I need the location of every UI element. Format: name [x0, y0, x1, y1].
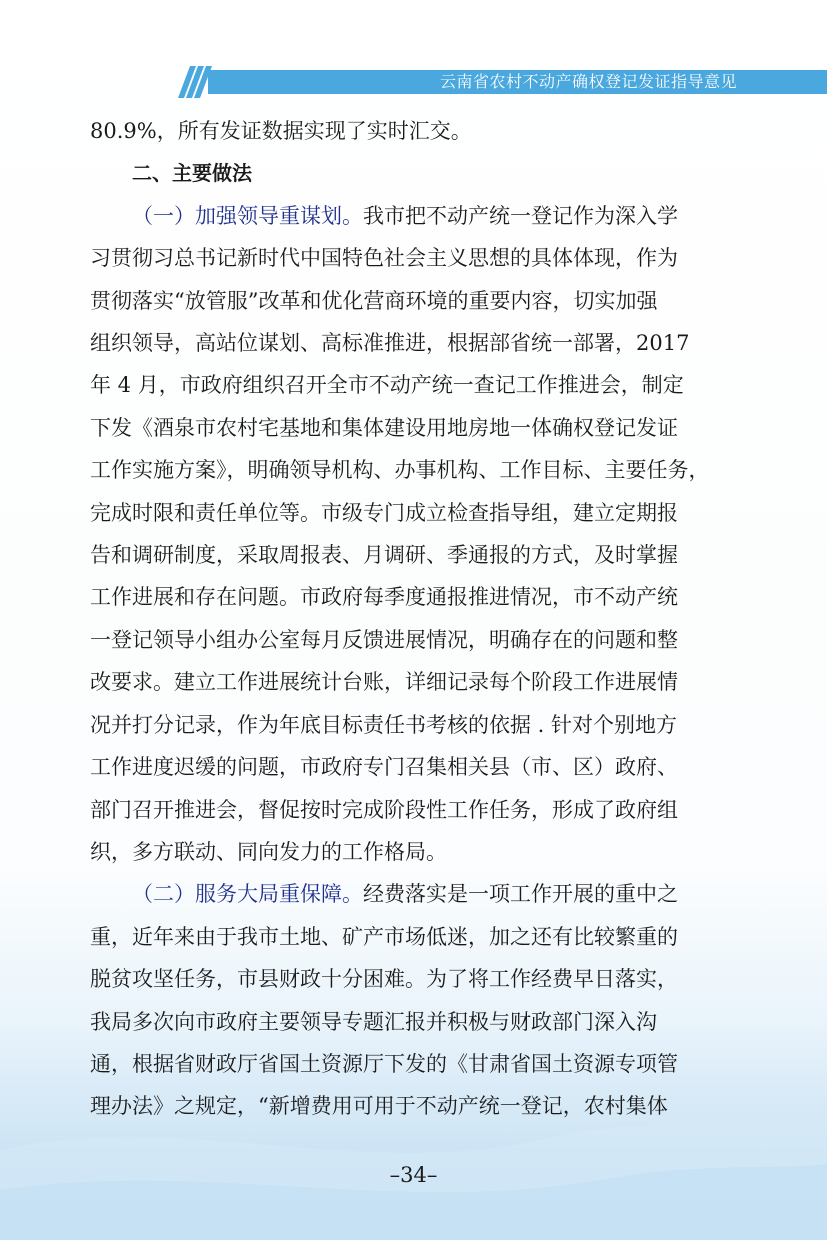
paragraph-line: 一登记领导小组办公室每月反馈进展情况，明确存在的问题和整: [90, 627, 678, 652]
paragraph-line: 脱贫攻坚任务，市县财政十分困难。为了将工作经费早日落实，: [90, 967, 678, 992]
paragraph-line: 通，根据省财政厅省国土资源厅下发的《甘肃省国土资源专项管: [90, 1051, 678, 1076]
paragraph-line: 工作进度迟缓的问题，市政府专门召集相关县（市、区）政府、: [90, 755, 678, 780]
part2-first-line: [90, 873, 740, 915]
paragraph-line: 部门召开推进会，督促按时完成阶段性工作任务，形成了政府组: [90, 797, 678, 822]
paragraph-line: 年 4 月，市政府组织召开全市不动产统一查记工作推进会，制定: [90, 373, 684, 398]
paragraph-line: 习贯彻习总书记新时代中国特色社会主义思想的具体体现，作为: [90, 246, 678, 271]
paragraph-line: 贯彻落实“放管服”改革和优化营商环境的重要内容，切实加强: [90, 288, 658, 313]
paragraph-line: 告和调研制度，采取周报表、月调研、季通报的方式，及时掌握: [90, 543, 678, 568]
paragraph-line: 我市把不动产统一登记作为深入学: [363, 203, 678, 228]
intro-line: 80.9%，所有发证数据实现了实时汇交。: [90, 119, 472, 143]
paragraph-line: 我局多次向市政府主要领导专题汇报并积极与财政部门深入沟: [90, 1009, 657, 1034]
paragraph-line: 工作实施方案》，明确领导机构、办事机构、工作目标、主要任务，: [90, 458, 710, 483]
paragraph-line: 完成时限和责任单位等。市级专门成立检查指导组，建立定期报: [90, 500, 678, 525]
section-heading: 二、主要做法: [132, 161, 252, 186]
document-body: [90, 110, 740, 1128]
paragraph-line: 下发《酒泉市农村宅基地和集体建设用地房地一体确权登记发证: [90, 415, 678, 440]
header-band: [0, 0, 827, 100]
paragraph-line: 经费落实是一项工作开展的重中之: [363, 882, 678, 907]
header-title: 云南省农村不动产确权登记发证指导意见: [439, 72, 737, 91]
paragraph-line: 工作进展和存在问题。市政府每季度通报推进情况，市不动产统: [90, 585, 678, 610]
part1-first-line: [90, 195, 740, 237]
paragraph-line: 改要求。建立工作进展统计台账，详细记录每个阶段工作进展情: [90, 670, 678, 695]
part1-heading: （一）加强领导重谋划。: [132, 203, 363, 228]
paragraph-line: 况并打分记录，作为年底目标责任书考核的依据 . 针对个别地方: [90, 712, 678, 737]
part2-heading: （二）服务大局重保障。: [132, 882, 363, 907]
page-number: –34–: [389, 1163, 438, 1187]
bottom-wave-decoration: [0, 1040, 827, 1240]
paragraph-line: 重，近年来由于我市土地、矿产市场低迷，加之还有比较繁重的: [90, 924, 678, 949]
paragraph-line: 理办法》之规定，“新增费用可用于不动产统一登记，农村集体: [90, 1094, 668, 1119]
paragraph-line: 织，多方联动、同向发力的工作格局。: [90, 839, 447, 864]
paragraph-line: 组织领导，高站位谋划、高标准推进，根据部省统一部署，2017: [90, 331, 690, 356]
